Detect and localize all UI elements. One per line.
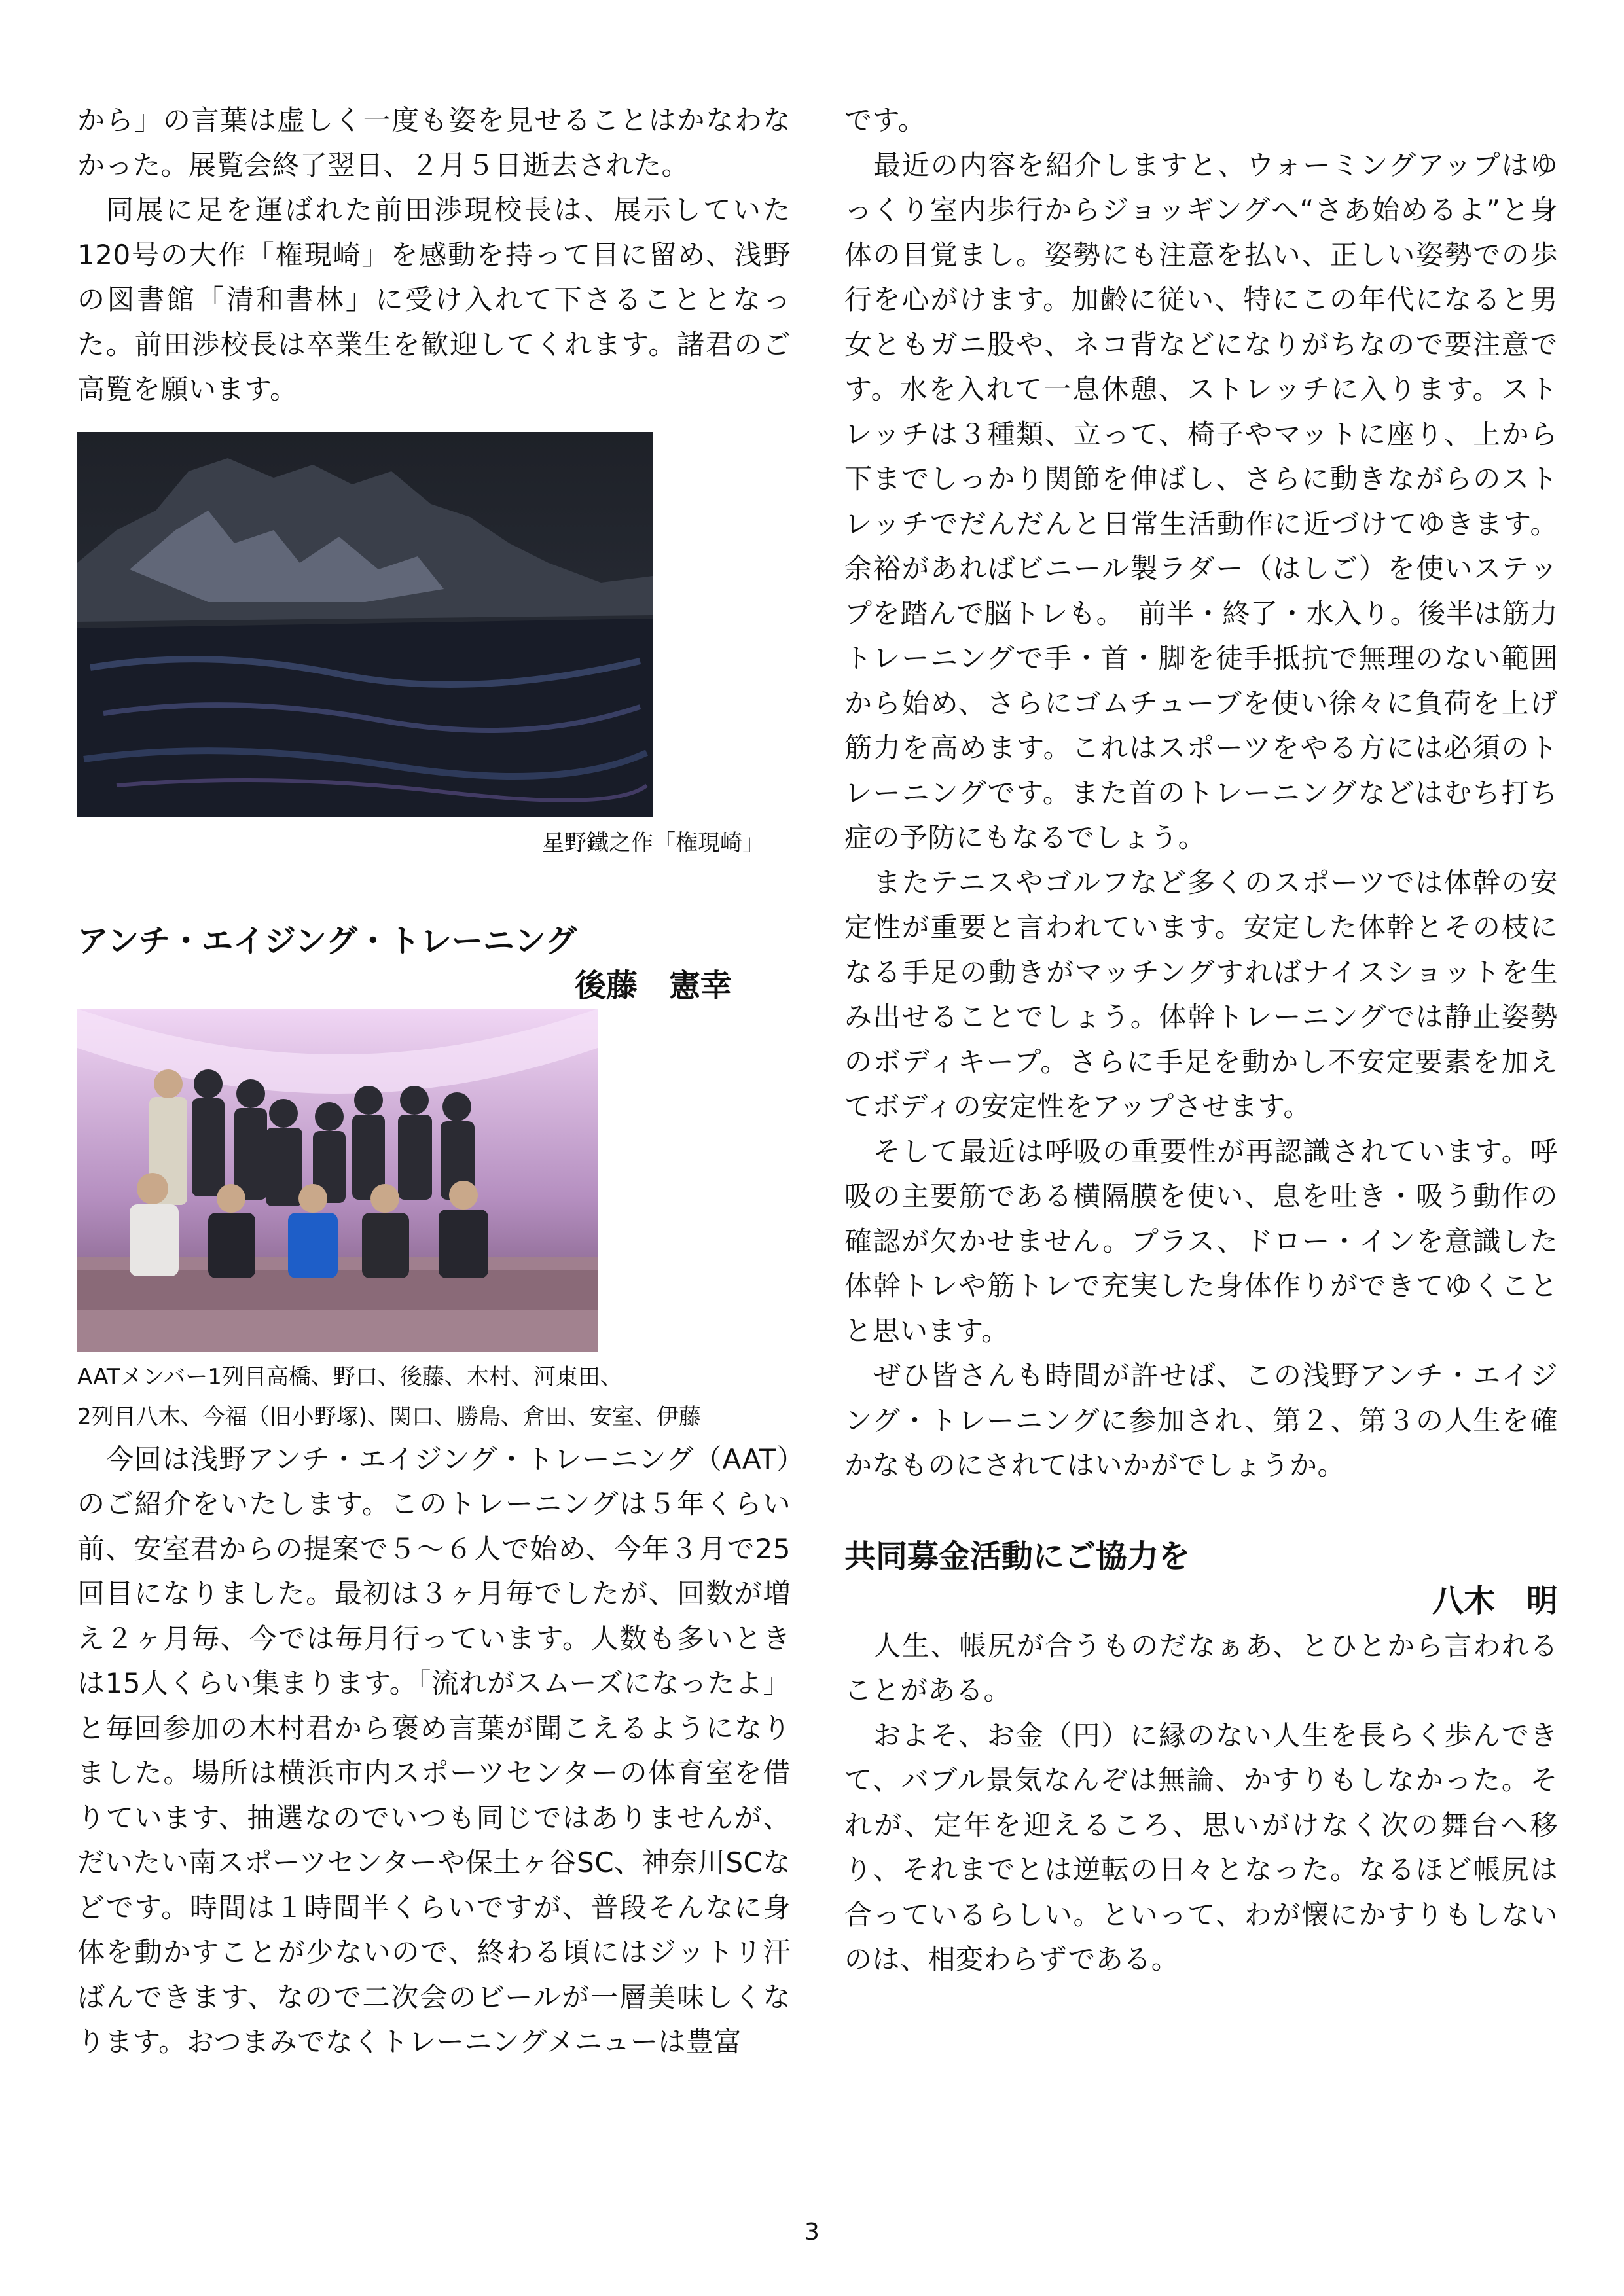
paragraph-4: そして最近は呼吸の重要性が再認識されています。呼吸の主要筋である横隔膜を使い、息を吐き・吸う動作の確認が欠かせません。プラス、ドロー・インを意識した体幹トレや筋トレで充実した身体作りができてゆくことと思います。 <box>844 1135 1558 1347</box>
article-paragraph-1: 今回は浅野アンチ・エイジング・トレーニング（AAT）のご紹介をいたします。このトレーニングは５年くらい前、安室君からの提案で５〜６人で始め、今年３月で25回目になりました。最初は３ヶ月毎でしたが、回数が増え２ヶ月毎、今では毎月行っています。人数も多いときは15人くらい集まります。「流れがスムーズになったよ」と毎回参加の木村君から褒め言葉が聞こえるようになりました。場所は横浜市内スポーツセンターの体育室を借りています、抽選なのでいつも同じではありませんが、だいたい南スポーツセンターや保土ヶ谷SC、神奈川SCなどです。時間は１時間半くらいですが、普段そんなに身体を動かすことが少ないので、終わる頃にはジットリ汗ばんできます、なので二次会のビールが一層美味しくなります。おつまみでなくトレーニングメニューは豊富 <box>77 1443 791 2058</box>
article-author: 後藤 憲幸 <box>574 967 732 1004</box>
intro-paragraph-1: から」の言葉は虚しく一度も姿を見せることはかなわなかった。展覧会終了翌日、２月５日逝去された。 <box>77 104 791 181</box>
painting-caption: 星野鐵之作「権現崎」 <box>542 829 765 856</box>
article2-paragraph-2: およそ、お金（円）に縁のない人生を長らく歩んできて、バブル景気なんぞは無論、かすりもしなかった。それが、定年を迎えるころ、思いがけなく次の舞台へ移り、それまでとは逆転の日々となった。なるほど帳尻は合っているらしい。といって、わが懐にかすりもしないのは、相変わらずである。 <box>844 1719 1558 1975</box>
photo-caption-line-2: 2列目八木、今福（旧小野塚)、関口、勝島、倉田、安室、伊藤 <box>77 1403 701 1430</box>
paragraph-2: 最近の内容を紹介しますと、ウォーミングアップはゆっくり室内歩行からジョッギングへ“さあ始めるよ”と身体の目覚まし。姿勢にも注意を払い、正しい姿勢での歩行を心がけます。加齢に従い、特にこの年代になると男女ともガニ股や、ネコ背などになりがちなので要注意です。水を入れて一息休憩、ストレッチに入ります。ストレッチは３種類、立って、椅子やマットに座り、上から下までしっかり関節を伸ばし、さらに動きながらのストレッチでだんだんと日常生活動作に近づけてゆきます。余裕があればビニール製ラダー（はしご）を使いステップを踏んで脳トレも。 前半・終了・水入り。後半は筋力トレーニングで手・首・脚を徒手抵抗で無理のない範囲から始め、さらにゴムチューブを使い徐々に負荷を上げ筋力を高めます。これはスポーツをやる方には必須のトレーニングです。また首のトレーニングなどはむち打ち症の予防にもなるでしょう。 <box>844 149 1558 853</box>
article-title: アンチ・エイジング・トレーニング <box>77 922 577 960</box>
intro-paragraph-2: 同展に足を運ばれた前田渉現校長は、展示していた120号の大作「権現崎」を感動を持って目に留め、浅野の図書館「清和書林」に受け入れて下さることとなった。前田渉校長は卒業生を歓迎してくれます。諸君のご高覧を願います。 <box>77 194 791 405</box>
paragraph-3: またテニスやゴルフなど多くのスポーツでは体幹の安定性が重要と言われています。安定した体幹とその枝になる手足の動きがマッチングすればナイスショットを生み出せることでしょう。体幹トレーニングでは静止姿勢のボディキープ。さらに手足を動かし不安定要素を加えてボディの安定性をアップさせます。 <box>844 866 1558 1122</box>
article2-title: 共同募金活動にご協力を <box>844 1537 1191 1575</box>
paragraph-5: ぜひ皆さんも時間が許せば、この浅野アンチ・エイジング・トレーニングに参加され、第２、第３の人生を確かなものにされてはいかがでしょうか。 <box>844 1359 1558 1481</box>
article2-paragraph-1: 人生、帳尻が合うものだなぁあ、とひとから言われることがある。 <box>844 1629 1558 1706</box>
paragraph-continued: です。 <box>844 104 926 136</box>
group-photo <box>77 1009 598 1352</box>
page-number: 3 <box>804 2219 820 2246</box>
painting-image <box>77 432 653 817</box>
left-column <box>77 98 791 2065</box>
photo-caption-line-1: AATメンバー1列目高橋、野口、後藤、木村、河東田、 <box>77 1363 623 1390</box>
right-column <box>844 98 1558 1982</box>
article2-author: 八木 明 <box>1432 1583 1558 1619</box>
